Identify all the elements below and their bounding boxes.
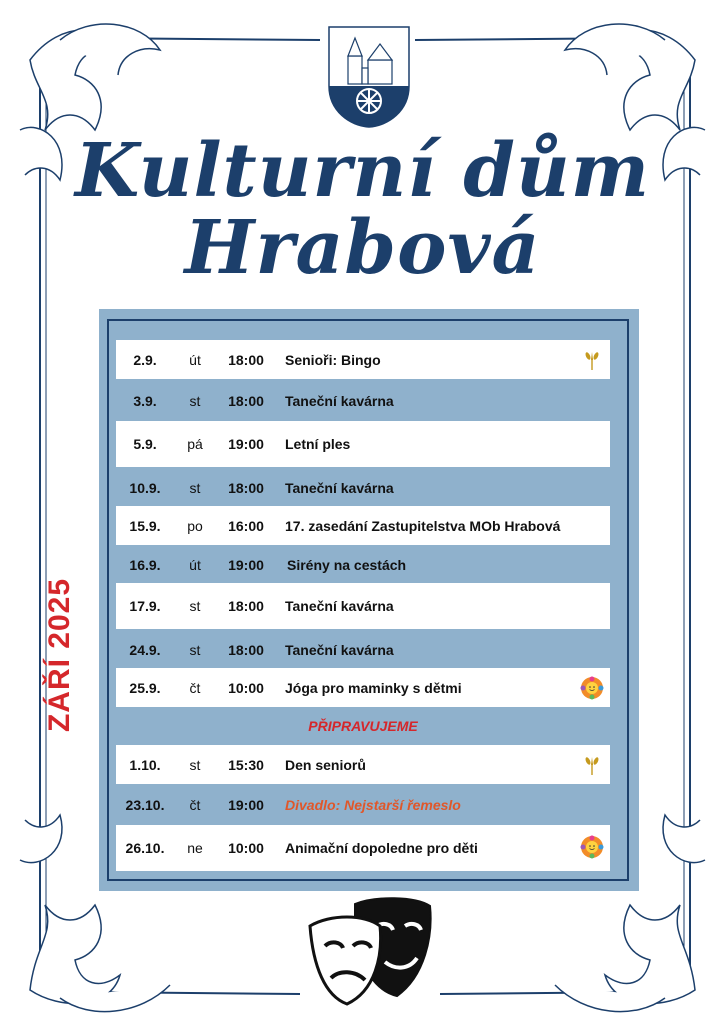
event-date: 15.9. bbox=[129, 517, 161, 534]
event-title: Sirény na cestách bbox=[287, 556, 407, 573]
event-time: 18:00 bbox=[228, 351, 264, 368]
event-title: Taneční kavárna bbox=[285, 641, 394, 658]
event-title: Taneční kavárna bbox=[285, 392, 394, 409]
event-date: 5.9. bbox=[133, 436, 157, 452]
event-date: 24.9. bbox=[129, 641, 161, 658]
coat-of-arms-icon bbox=[328, 26, 410, 128]
event-row bbox=[116, 785, 610, 824]
event-day: st bbox=[189, 479, 201, 496]
event-date: 2.9. bbox=[133, 351, 157, 368]
event-time: 16:00 bbox=[228, 517, 264, 534]
event-day: st bbox=[189, 756, 201, 773]
event-row bbox=[116, 340, 610, 379]
event-row bbox=[116, 668, 610, 707]
event-time: 10:00 bbox=[228, 679, 264, 696]
sun-face-icon bbox=[580, 676, 604, 700]
event-row bbox=[116, 745, 610, 784]
event-time: 18:00 bbox=[228, 641, 264, 658]
event-title: Divadlo: Nejstarší řemeslo bbox=[285, 796, 461, 813]
event-title: Senioři: Bingo bbox=[285, 351, 381, 368]
event-row bbox=[116, 506, 610, 545]
event-day: st bbox=[189, 392, 201, 409]
event-title: Taneční kavárna bbox=[285, 479, 394, 496]
event-row bbox=[116, 421, 610, 467]
event-time: 10:00 bbox=[228, 840, 264, 856]
event-row bbox=[116, 630, 610, 669]
event-day: čt bbox=[189, 679, 201, 696]
event-row bbox=[116, 381, 610, 420]
page-title-line1: Kulturní dům bbox=[74, 128, 651, 214]
event-date: 16.9. bbox=[129, 556, 161, 573]
event-day: po bbox=[187, 517, 203, 534]
event-date: 10.9. bbox=[129, 479, 161, 496]
event-time: 19:00 bbox=[228, 796, 264, 813]
event-date: 23.10. bbox=[125, 796, 165, 813]
wheat-icon bbox=[580, 753, 604, 777]
event-row bbox=[116, 545, 610, 584]
event-row bbox=[116, 468, 610, 507]
event-date: 26.10. bbox=[125, 840, 165, 856]
event-time: 15:30 bbox=[228, 756, 264, 773]
event-title: Animační dopoledne pro děti bbox=[285, 840, 478, 856]
event-day: út bbox=[189, 556, 201, 573]
wheat-icon bbox=[580, 348, 604, 372]
event-row bbox=[116, 583, 610, 629]
event-day: pá bbox=[187, 436, 203, 452]
event-row bbox=[116, 825, 610, 871]
event-date: 17.9. bbox=[129, 598, 161, 614]
event-title: Taneční kavárna bbox=[285, 598, 394, 614]
event-time: 18:00 bbox=[228, 598, 264, 614]
event-title: 17. zasedání Zastupitelstva MOb Hrabová bbox=[285, 517, 561, 534]
event-time: 19:00 bbox=[228, 436, 264, 452]
sun-face-icon bbox=[580, 835, 604, 859]
event-time: 18:00 bbox=[228, 392, 264, 409]
event-title: Letní ples bbox=[285, 436, 351, 452]
event-day: čt bbox=[189, 796, 201, 813]
theatre-masks-icon bbox=[305, 896, 435, 1006]
upcoming-heading: PŘIPRAVUJEME bbox=[308, 718, 418, 734]
event-day: út bbox=[189, 351, 201, 368]
event-title: Den seniorů bbox=[285, 756, 366, 773]
event-day: st bbox=[189, 641, 201, 658]
event-day: st bbox=[189, 598, 201, 614]
month-label: ZÁŘÍ 2025 bbox=[43, 577, 76, 733]
page-title-line2: Hrabová bbox=[184, 205, 541, 291]
event-title: Jóga pro maminky s dětmi bbox=[285, 679, 462, 696]
event-date: 25.9. bbox=[129, 679, 161, 696]
event-date: 3.9. bbox=[133, 392, 157, 409]
event-day: ne bbox=[187, 840, 203, 856]
event-date: 1.10. bbox=[129, 756, 161, 773]
event-time: 19:00 bbox=[228, 556, 264, 573]
event-time: 18:00 bbox=[228, 479, 264, 496]
